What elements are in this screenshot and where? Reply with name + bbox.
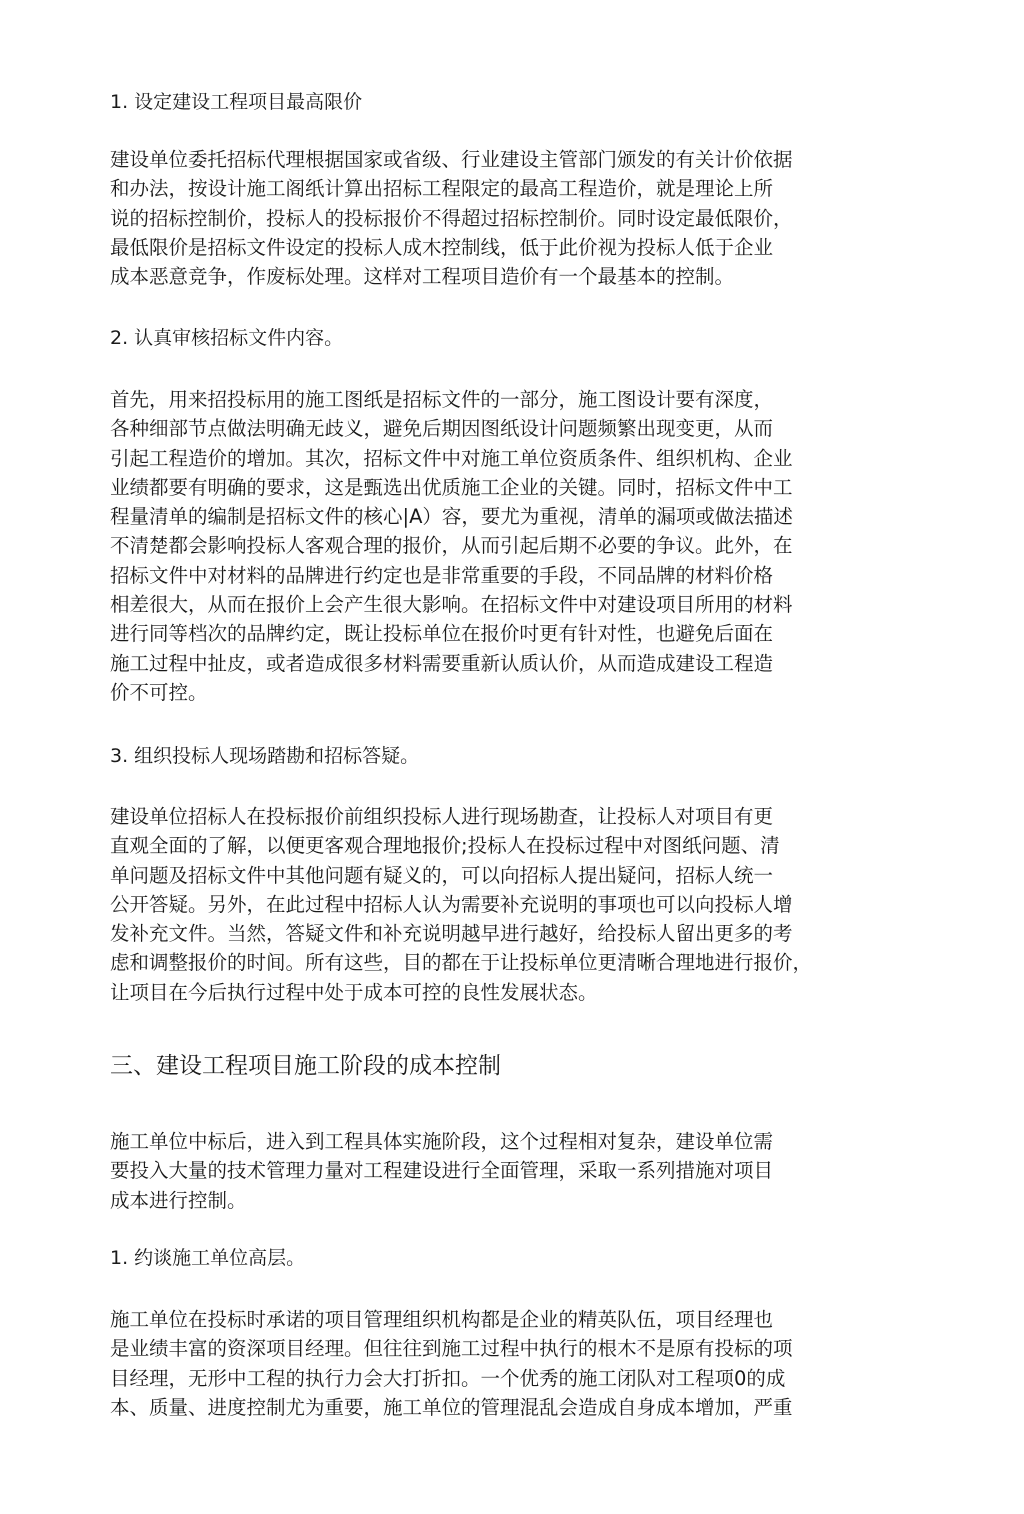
paragraph-site-visit	[110, 802, 910, 1007]
text-line: 价不可控。	[110, 680, 208, 704]
text-line: 本、质量、进度控制尤为重要，施工单位的管理混乱会造成自身成本增加，严重	[110, 1395, 793, 1419]
text-line: 引起工程造价的增加。其次，招标文件中对施工单位资质条件、组织机构、企业	[110, 446, 793, 470]
text-line: 说的招标控制价，投标人的投标报价不得超过招标控制价。同时设定最低限价，	[110, 206, 793, 230]
text-line: 招标文件中对材料的品牌进行约定也是非常重要的手段，不同品牌的材料价格	[110, 563, 774, 587]
text-line: 是业绩丰富的资深项目经理。但往往到施工过程中执行的根木不是原有投标的项	[110, 1337, 793, 1361]
paragraph-price-limit	[110, 145, 910, 291]
subheading-3-site-visit: 3. 组织投标人现场踏勘和招标答疑。	[110, 745, 420, 767]
text-line: 施工单位中标后，进入到工程具体实施阶段，这个过程相对复杂，建设单位需	[110, 1130, 774, 1153]
text-line: 不清楚都会影响投标人客观合理的报价，从而引起后期不必要的争议。此外，在	[110, 534, 793, 558]
text-line: 单问题及招标文件中其他问题有疑义的，可以向招标人提出疑问，招标人统一	[110, 863, 774, 887]
text-line: 程量清单的编制是招标文件的核心|A）容，要尤为重视，清单的漏项或做法描述	[110, 505, 793, 529]
text-line: 施工单位在投标时承诺的项目管理组织机构都是企业的精英队伍，项目经理也	[110, 1308, 774, 1331]
text-line: 公开答疑。另外，在此过程中招标人认为需要补充说明的事项也可以向投标人增	[110, 892, 793, 916]
text-line: 让项目在今后执行过程中处于成本可控的良性发展状态。	[110, 980, 598, 1004]
text-line: 和办法，按设计施工阁纸计算出招标工程限定的最高工程造价，就是理论上所	[110, 177, 774, 201]
text-line: 业绩都要有明确的要求，这是甄选出优质施工企业的关键。同时，招标文件中工	[110, 475, 793, 499]
paragraph-review-docs	[110, 385, 910, 707]
text-line: 进行同等档次的品牌约定，既让投标单位在报价吋更有针对性，也避免后面在	[110, 622, 774, 646]
paragraph-construction-intro	[110, 1127, 910, 1215]
paragraph-meet-contractor	[110, 1305, 910, 1422]
subheading-1-price-limit: 1. 设定建设工程项目最高限价	[110, 91, 363, 113]
text-line: 最低限价是招标文件设定的投标人成木控制线，低于此价视为投标人低于企业	[110, 235, 774, 259]
text-line: 施工过程中扯皮，或者造成很多材料需要重新认质认价，从而造成建设工程造	[110, 651, 774, 675]
text-line: 直观全面的了解，以便更客观合理地报价;投标人在投标过程中对图纸问题、清	[110, 834, 780, 858]
text-line: 发补充文件。当然，答疑文件和补充说明越早进行越好，给投标人留出更多的考	[110, 922, 793, 946]
text-line: 目经理，无形中工程的执行力会大打折扣。一个优秀的施工闭队对工程项0的成	[110, 1366, 786, 1390]
subheading-2-review-docs: 2. 认真审核招标文件内容。	[110, 327, 344, 349]
text-line: 首先，用来招投标用的施工图纸是招标文件的一部分，施工图设计要有深度，	[110, 388, 774, 411]
section-title-construction-phase: 三、建设工程项目施工阶段的成本控制	[110, 1053, 501, 1079]
text-line: 建设单位招标人在投标报价前组织投标人进行现场勘查，让投标人对项目有更	[110, 805, 774, 828]
text-line: 成本恶意竞争，作废标处理。这样对工程项目造价有一个最基本的控制。	[110, 265, 735, 289]
text-line: 建设单位委托招标代理根据国家或省级、行业建设主管部门颁发的有关计价依据	[110, 148, 793, 171]
text-line: 成本进行控制。	[110, 1188, 247, 1212]
text-line: 虑和调整报价的时间。所有这些，目的都在于让投标单位更清晰合理地进行报价，	[110, 951, 813, 975]
text-line: 相差很大，从而在报价上会产生很大影响。在招标文件中对建设项目所用的材料	[110, 593, 793, 617]
text-line: 要投入大量的技术管理力量对工程建设进行全面管理，采取一系列措施对项目	[110, 1159, 774, 1183]
subheading-1-meet-contractor: 1. 约谈施工单位高层。	[110, 1247, 306, 1269]
text-line: 各种细部节点做法明确无歧义，避免后期因图纸设计问题频繁出现变更，从而	[110, 417, 774, 441]
